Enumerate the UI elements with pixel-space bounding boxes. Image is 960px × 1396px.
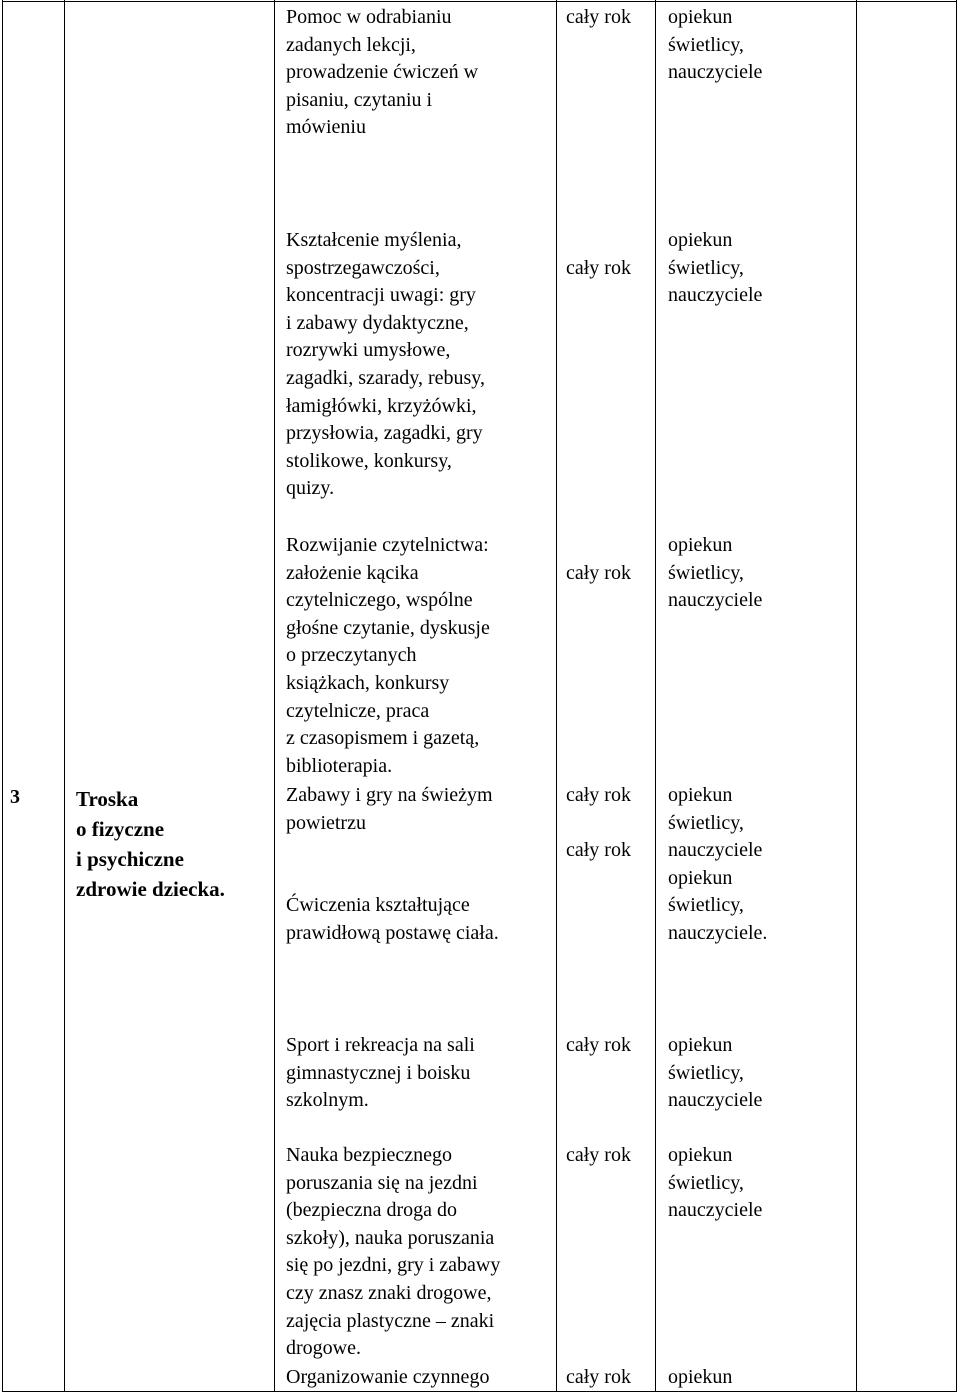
term-text: cały rok cały rok [566, 784, 631, 862]
responsible-text: opiekun świetlicy, nauczyciele opiekun świetlicy, nauczyciele. [668, 784, 768, 944]
column-divider-2 [274, 0, 275, 1392]
responsible-text: opiekun świetlicy, nauczyciele [668, 229, 763, 307]
responsible-text: opiekun świetlicy, nauczyciele [668, 6, 763, 84]
column-divider-1 [64, 0, 65, 1392]
activity-text: Organizowanie czynnego [286, 1366, 490, 1388]
activity-text: Pomoc w odrabianiu zadanych lekcji, prowadzenie ćwiczeń w pisaniu, czytaniu i mówieniu [286, 6, 479, 139]
table-border-left [2, 0, 3, 1392]
term-text: cały rok [566, 6, 631, 28]
term-text: cały rok [566, 1144, 631, 1166]
activity-text: Rozwijanie czytelnictwa: założenie kącika czytelniczego, wspólne głośne czytanie, dyskusje o przeczytanych książkach, konkursy czytelnicze, praca z czasopismem i gazetą, biblioterapia. [286, 534, 490, 777]
activity-text: Sport i rekreacja na sali gimnastycznej i boisku szkolnym. [286, 1034, 475, 1112]
column-divider-5 [856, 0, 857, 1392]
column-divider-3 [556, 0, 557, 1392]
section-topic: Troska o fizyczne i psychiczne zdrowie dziecka. [76, 787, 225, 901]
responsible-text: opiekun świetlicy, nauczyciele [668, 1034, 763, 1112]
responsible-text: opiekun świetlicy, nauczyciele [668, 1144, 763, 1222]
activity-text: Nauka bezpiecznego poruszania się na jezdni (bezpieczna droga do szkoły), nauka poruszania się po jezdni, gry i zabawy czy znasz znaki drogowe, zajęcia plastyczne – znaki drogowe. [286, 1144, 501, 1360]
section-number: 3 [10, 786, 20, 808]
term-text: cały rok [566, 257, 631, 279]
responsible-text: opiekun świetlicy, nauczyciele [668, 534, 763, 612]
term-text: cały rok [566, 1034, 631, 1056]
term-text: cały rok [566, 1366, 631, 1388]
activity-text: Zabawy i gry na świeżym powietrzu Ćwiczenia kształtujące prawidłową postawę ciała. [286, 784, 499, 944]
table-border-right [956, 0, 957, 1392]
table-border-top [2, 1, 957, 2]
term-text: cały rok [566, 562, 631, 584]
activity-text: Kształcenie myślenia, spostrzegawczości, koncentracji uwagi: gry i zabawy dydaktyczne, rozrywki umysłowe, zagadki, szarady, rebusy, łamigłówki, krzyżówki, przysłowia, zagadki, gry stolikowe, konkursy, quizy. [286, 229, 485, 500]
column-divider-4 [655, 0, 656, 1392]
responsible-text: opiekun [668, 1366, 733, 1388]
